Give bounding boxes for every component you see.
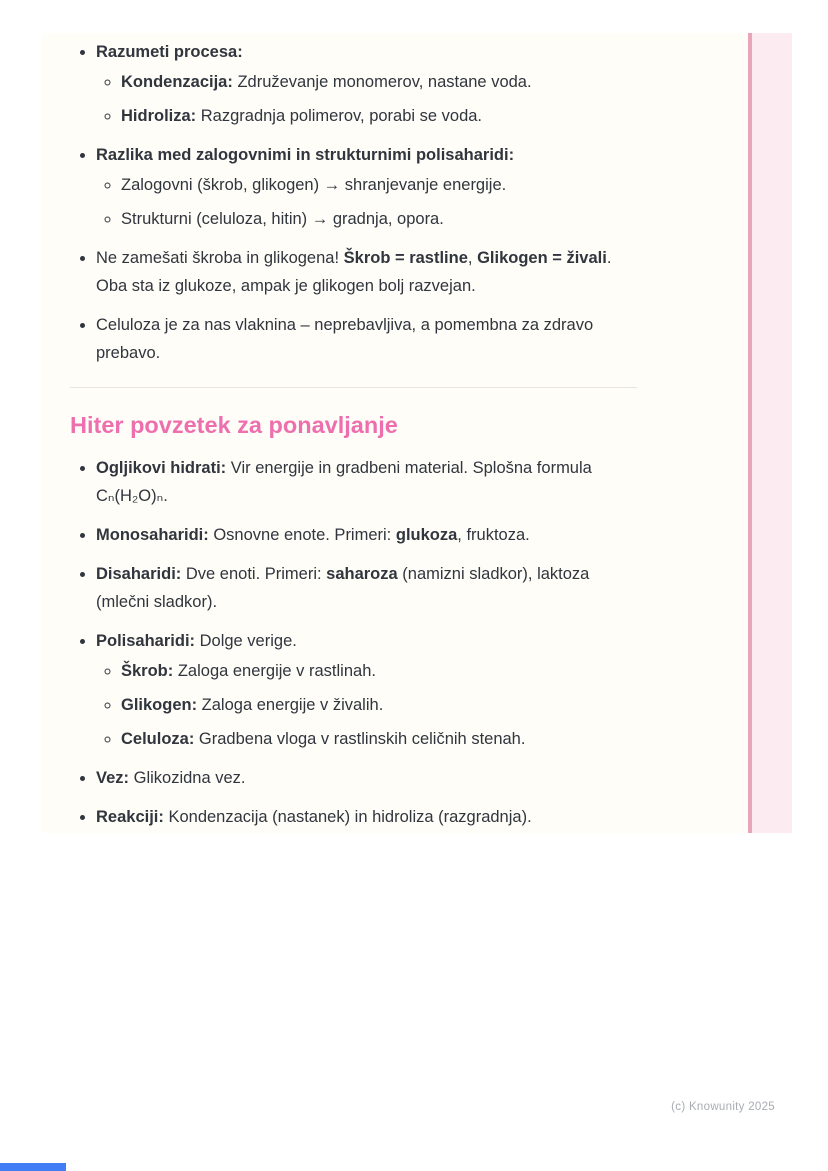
plain-text: Zaloga energije v živalih. <box>197 696 384 714</box>
plain-text: , fruktoza. <box>457 526 530 544</box>
plain-text: Celuloza je za nas vlaknina – neprebavljiva, a pomembna za zdravo prebavo. <box>96 316 594 362</box>
bold-text: glukoza <box>395 526 458 544</box>
bold-text: Ogljikovi hidrati: <box>96 459 227 477</box>
bold-text: Glikogen: <box>121 696 198 714</box>
notes-list <box>70 38 642 367</box>
list-item <box>121 205 642 233</box>
summary-heading: Hiter povzetek za ponavljanje <box>70 412 398 438</box>
bold-text: Kondenzacija: <box>121 73 233 91</box>
note-content <box>42 33 642 831</box>
plain-text: . Oba sta iz glukoze, ampak je glikogen bolj razvejan. <box>96 249 612 295</box>
bold-text: Vez: <box>96 769 130 787</box>
list-item <box>96 38 642 130</box>
bold-text: Celuloza: <box>121 730 195 748</box>
bold-text: Razlika med zalogovnimi in strukturnimi polisaharidi: <box>96 146 515 164</box>
bold-text: Polisaharidi: <box>96 632 196 650</box>
list-item <box>121 68 642 96</box>
bold-text: saharoza <box>326 565 398 583</box>
plain-text: Vir energije in gradbeni material. Splošna formula Cₙ(H₂O)ₙ. <box>96 459 592 505</box>
plain-text: Strukturni (celuloza, hitin) → gradnja, opora. <box>121 210 444 228</box>
plain-text: Kondenzacija (nastanek) in hidroliza (razgradnja). <box>163 808 532 826</box>
decorative-pink-strip <box>748 33 792 833</box>
plain-text: Dolge verige. <box>195 632 297 650</box>
list-item <box>96 521 642 549</box>
list-item <box>121 657 642 685</box>
copyright-text: (c) Knowunity 2025 <box>671 1101 775 1113</box>
bold-text: Reakciji: <box>96 808 164 826</box>
sub-list <box>96 68 642 130</box>
list-item <box>96 764 642 792</box>
bold-text: Glikogen = živali <box>477 249 607 267</box>
note-card <box>42 33 792 833</box>
plain-text: , <box>467 249 478 267</box>
summary-list <box>70 454 642 831</box>
plain-text: Razgradnja polimerov, porabi se voda. <box>196 107 483 125</box>
list-item <box>121 171 642 199</box>
sub-list <box>96 657 642 753</box>
bold-text: Hidroliza: <box>121 107 197 125</box>
plain-text: Zalogovni (škrob, glikogen) → shranjevanje energije. <box>121 176 507 194</box>
list-item <box>96 560 642 616</box>
list-item <box>96 141 642 233</box>
bottom-progress-bar <box>0 1163 66 1171</box>
list-item <box>121 691 642 719</box>
plain-text: Ne zamešati škroba in glikogena! <box>96 249 344 267</box>
list-item <box>121 102 642 130</box>
bold-text: Škrob: <box>121 662 174 680</box>
bold-text: Disaharidi: <box>96 565 182 583</box>
plain-text: Osnovne enote. Primeri: <box>208 526 396 544</box>
bold-text: Škrob = rastline <box>343 249 468 267</box>
list-item <box>121 725 642 753</box>
section-divider <box>70 387 637 388</box>
plain-text: Glikozidna vez. <box>129 769 246 787</box>
list-item <box>96 803 642 831</box>
plain-text: Zaloga energije v rastlinah. <box>173 662 376 680</box>
list-item <box>96 627 642 753</box>
bold-text: Razumeti procesa: <box>96 43 243 61</box>
sub-list <box>96 171 642 233</box>
plain-text: Gradbena vloga v rastlinskih celičnih stenah. <box>194 730 526 748</box>
plain-text: Dve enoti. Primeri: <box>181 565 327 583</box>
plain-text: Združevanje monomerov, nastane voda. <box>232 73 532 91</box>
list-item <box>96 454 642 510</box>
list-item <box>96 311 642 367</box>
plain-text: (namizni sladkor), laktoza (mlečni sladkor). <box>96 565 590 611</box>
list-item <box>96 244 642 300</box>
bold-text: Monosaharidi: <box>96 526 209 544</box>
